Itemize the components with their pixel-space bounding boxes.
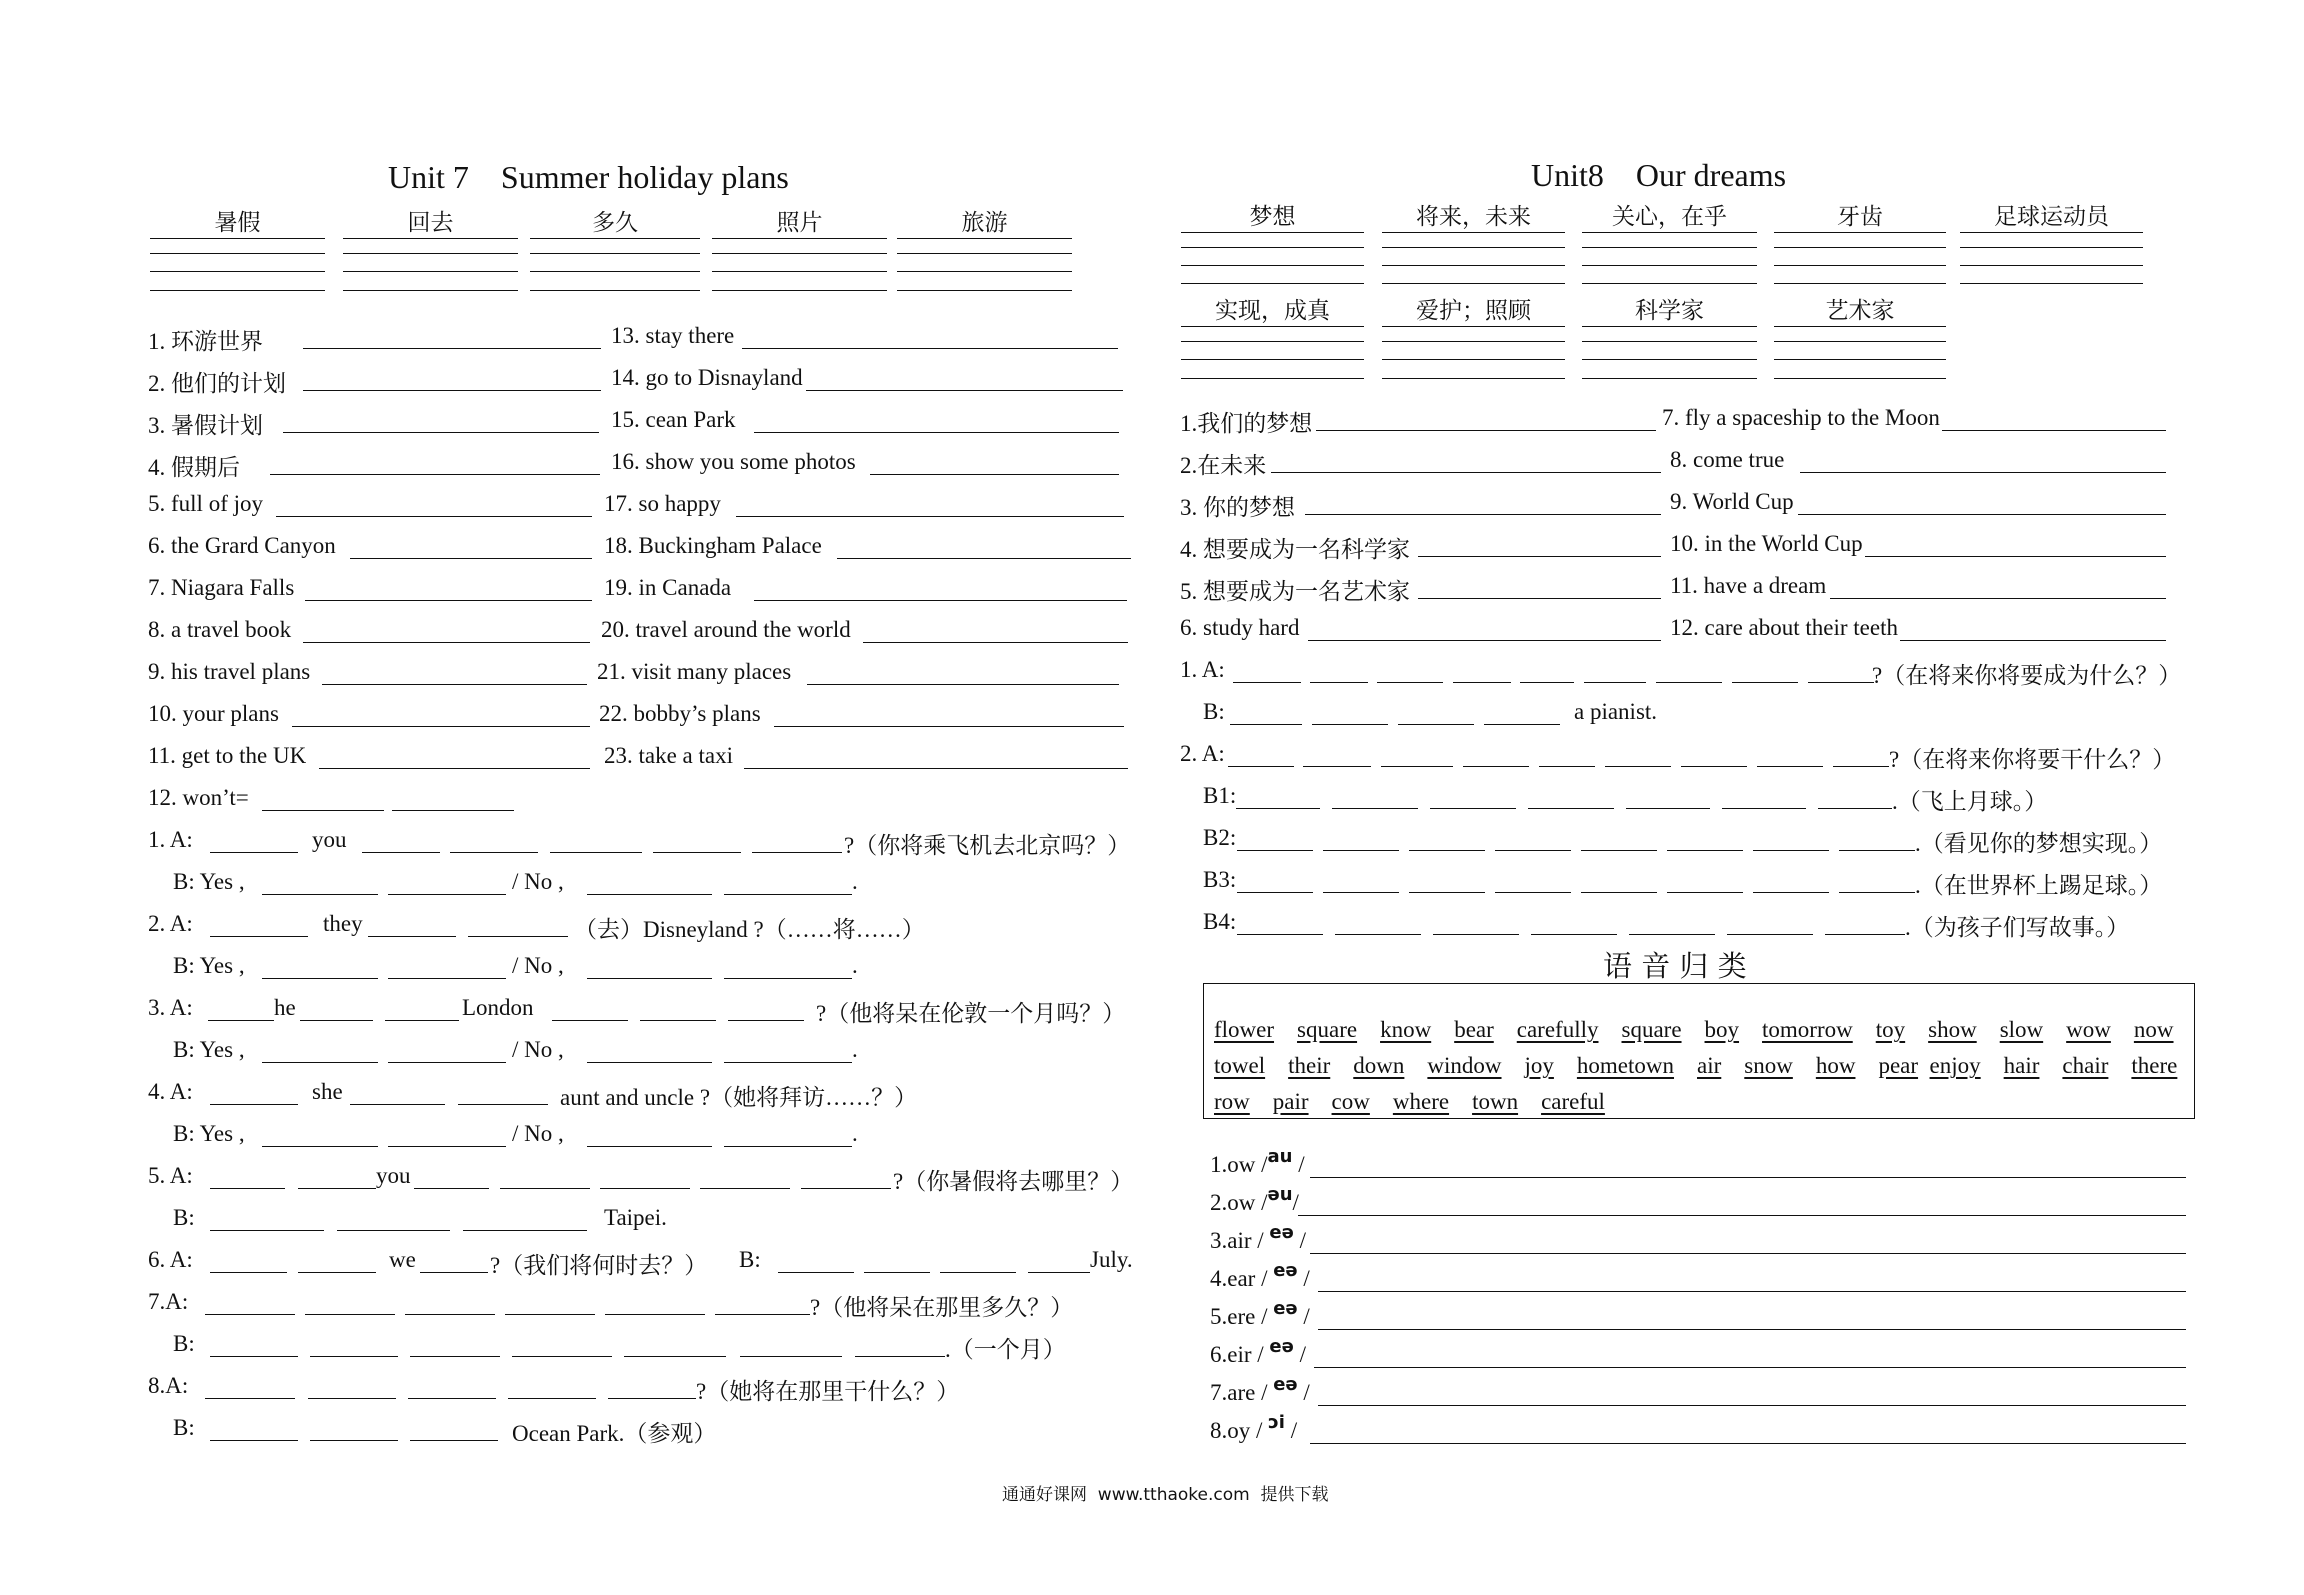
blank[interactable] [1236, 808, 1320, 809]
u7-answer-line[interactable] [303, 390, 601, 391]
u7-q7-a: 7.A: [148, 1289, 189, 1314]
blank[interactable] [410, 1440, 498, 1441]
u8-answer-line[interactable] [1830, 598, 2166, 599]
u7-answer-line[interactable] [754, 600, 1127, 601]
blank[interactable] [458, 1104, 548, 1105]
u8-b1: B1: [1203, 783, 1237, 808]
u8-word-8: 科学家 [1635, 298, 1704, 323]
blank[interactable] [715, 1314, 810, 1315]
u8-answer-line[interactable] [1800, 472, 2166, 473]
u7-q7-b: B: [173, 1331, 195, 1356]
blank[interactable] [262, 978, 378, 979]
blank[interactable] [1732, 682, 1798, 683]
u7-q1-you: you [312, 827, 347, 852]
blank[interactable] [505, 1314, 595, 1315]
blank[interactable] [208, 1020, 274, 1021]
u7-q8-b: B: [173, 1415, 195, 1440]
u7-q6-hint: ?（我们将何时去？） [490, 1253, 708, 1278]
u8-answer-line[interactable] [1305, 514, 1661, 515]
blank[interactable] [1228, 766, 1294, 767]
blank[interactable] [1433, 934, 1519, 935]
blank[interactable] [778, 1272, 854, 1273]
u8-phrase-1: 1.我们的梦想 [1180, 411, 1313, 436]
u8-phrase-11: 11. have a dream [1670, 573, 1827, 598]
u8-word-3: 关心，在乎 [1612, 204, 1727, 229]
u8-word-6: 实现，成真 [1215, 298, 1330, 323]
blank[interactable] [1833, 766, 1889, 767]
u7-q3-london: London [462, 995, 534, 1020]
u8-q2-a: 2. A: [1180, 741, 1225, 766]
blank[interactable] [1584, 682, 1646, 683]
blank[interactable] [210, 852, 298, 853]
blank[interactable] [605, 1314, 705, 1315]
blank[interactable] [1520, 682, 1574, 683]
u8-phrase-8: 8. come true [1670, 447, 1785, 472]
u8-q1-b: B: [1203, 699, 1225, 724]
blank[interactable] [1312, 724, 1388, 725]
blank[interactable] [1453, 682, 1511, 683]
u7-answer-line[interactable] [303, 348, 601, 349]
u8-q1-hint: ?（在将来你将要成为什么？） [1872, 663, 2182, 688]
blank[interactable] [1310, 682, 1368, 683]
u7-phrase-2: 2. 他们的计划 [148, 371, 286, 396]
blank[interactable] [210, 1188, 285, 1189]
phonics-7: 7.are / $^{eə}$ / [1210, 1374, 1310, 1405]
u7-answer-line[interactable] [276, 516, 592, 517]
blank[interactable] [388, 1062, 506, 1063]
blank[interactable] [350, 1104, 445, 1105]
sound-title: 语 音 归 类 [1603, 949, 1747, 983]
u8-answer-line[interactable] [1418, 598, 1661, 599]
u8-phrase-2: 2.在未来 [1180, 453, 1267, 478]
u7-phrase-15: 15. cean Park [611, 407, 736, 432]
blank[interactable] [724, 978, 852, 979]
u8-phrase-5: 5. 想要成为一名艺术家 [1180, 579, 1410, 604]
blank[interactable] [1028, 1272, 1090, 1273]
blank[interactable] [512, 1356, 612, 1357]
blank[interactable] [1237, 892, 1313, 893]
phonics-answer-line[interactable] [1318, 1405, 2186, 1406]
blank[interactable] [552, 1020, 628, 1021]
u8-phrase-6: 6. study hard [1180, 615, 1300, 640]
blank[interactable] [1722, 808, 1806, 809]
u7-q6-we: we [389, 1247, 416, 1272]
u7-q4-hint: aunt and uncle ?（她将拜访……？） [560, 1085, 918, 1110]
u7-q2-hint: （去）Disneyland ?（……将……） [574, 917, 925, 942]
u8-answer-line[interactable] [1308, 640, 1661, 641]
u8-word-2: 将来，未来 [1416, 204, 1531, 229]
u7-phrase-23: 23. take a taxi [604, 743, 734, 768]
u7-answer-line[interactable] [774, 726, 1124, 727]
blank[interactable] [1430, 808, 1516, 809]
u8-b3-hint: .（在世界杯上踢足球。） [1915, 873, 2163, 898]
blank[interactable] [308, 1398, 396, 1399]
blank[interactable] [587, 1146, 712, 1147]
u7-word-1: 暑假 [214, 210, 261, 235]
u7-answer-line[interactable] [319, 768, 590, 769]
u7-q6-b: B: [739, 1247, 761, 1272]
u8-phrase-12: 12. care about their teeth [1670, 615, 1898, 640]
u7-phrase-20: 20. travel around the world [601, 617, 851, 642]
u7-phrase-10: 10. your plans [148, 701, 279, 726]
u8-answer-line[interactable] [1271, 472, 1661, 473]
u7-q6-a: 6. A: [148, 1247, 193, 1272]
u7-word-2: 回去 [407, 210, 454, 235]
blank[interactable] [1839, 892, 1915, 893]
phonics-5: 5.ere / $^{eə}$ / [1210, 1298, 1310, 1329]
blank[interactable] [410, 1356, 500, 1357]
blank[interactable] [1332, 808, 1418, 809]
blank[interactable] [624, 1356, 726, 1357]
blank[interactable] [205, 1398, 295, 1399]
phonics-answer-line[interactable] [1310, 1253, 2186, 1254]
u7-q8-hint: ?（她将在那里干什么？） [696, 1379, 960, 1404]
phonics-answer-line[interactable] [1310, 1443, 2186, 1444]
u8-b2: B2: [1203, 825, 1237, 850]
u7-answer-line[interactable] [736, 516, 1124, 517]
blank[interactable] [385, 1020, 459, 1021]
phonics-1: 1.ow /$^{au}$ / [1210, 1146, 1305, 1177]
blank[interactable] [388, 894, 506, 895]
blank[interactable] [855, 1356, 945, 1357]
u8-phrase-4: 4. 想要成为一名科学家 [1180, 537, 1410, 562]
blank[interactable] [1667, 892, 1743, 893]
u8-q1-a: 1. A: [1180, 657, 1225, 682]
blank[interactable] [600, 1188, 690, 1189]
u7-q7-hint: ?（他将呆在那里多久？） [810, 1295, 1074, 1320]
u7-q1-no: / No , [512, 869, 564, 894]
blank[interactable] [1808, 682, 1874, 683]
u7-answer-line[interactable] [744, 768, 1128, 769]
blank[interactable] [940, 1272, 1016, 1273]
phonics-4: 4.ear / $^{eə}$ / [1210, 1260, 1310, 1291]
blank[interactable] [210, 1104, 298, 1105]
u7-phrase-13: 13. stay there [611, 323, 735, 348]
blank[interactable] [298, 1188, 376, 1189]
blank[interactable] [205, 1314, 295, 1315]
blank[interactable] [752, 852, 842, 853]
blank[interactable] [724, 1146, 852, 1147]
u8-word-9: 艺术家 [1825, 298, 1895, 323]
u7-q5-you: you [376, 1163, 411, 1188]
u7-phrase-14: 14. go to Disnayland [611, 365, 803, 390]
u7-q2-a: 2. A: [148, 911, 193, 936]
blank[interactable] [1381, 766, 1453, 767]
blank[interactable] [1839, 850, 1915, 851]
u8-word-7: 爱护；照顾 [1416, 298, 1531, 323]
blank[interactable] [262, 1146, 378, 1147]
blank[interactable] [388, 1146, 506, 1147]
blank[interactable] [587, 894, 712, 895]
u7-answer-line[interactable] [392, 810, 514, 811]
blank[interactable] [463, 1230, 587, 1231]
blank[interactable] [262, 1062, 378, 1063]
u7-phrase-18: 18. Buckingham Palace [604, 533, 822, 558]
u7-phrase-1: 1. 环游世界 [148, 329, 263, 354]
blank[interactable] [1528, 808, 1614, 809]
phonics-3: 3.air / $^{eə}$ / [1210, 1222, 1306, 1253]
u7-phrase-6: 6. the Grard Canyon [148, 533, 336, 558]
blank[interactable] [1303, 766, 1371, 767]
phonics-answer-line[interactable] [1314, 1367, 2186, 1368]
u7-q4-b: B: Yes , [173, 1121, 245, 1146]
u8-b4: B4: [1203, 909, 1237, 934]
blank[interactable] [310, 1356, 398, 1357]
u7-q8-ocean: Ocean Park.（参观） [512, 1421, 717, 1446]
blank[interactable] [210, 936, 308, 937]
u7-q5-a: 5. A: [148, 1163, 193, 1188]
blank[interactable] [262, 894, 378, 895]
u7-answer-line[interactable] [742, 348, 1118, 349]
blank[interactable] [550, 852, 642, 853]
blank[interactable] [1818, 808, 1892, 809]
blank[interactable] [1495, 850, 1571, 851]
sound-row-2: towel their down window joy hometown air snow how pear enjoy hair chair there [1214, 1053, 2178, 1078]
u7-phrase-9: 9. his travel plans [148, 659, 311, 684]
blank[interactable] [640, 1020, 716, 1021]
blank[interactable] [405, 1314, 495, 1315]
sound-row-3: row pair cow where town careful [1214, 1089, 1605, 1114]
blank[interactable] [1495, 892, 1571, 893]
blank[interactable] [368, 936, 456, 937]
u7-q3-hint: ?（他将呆在伦敦一个月吗？） [816, 1001, 1126, 1026]
blank[interactable] [724, 1062, 852, 1063]
blank[interactable] [1727, 934, 1813, 935]
u7-q3-no: / No , [512, 1037, 564, 1062]
blank[interactable] [300, 1020, 373, 1021]
u7-q2-no: / No , [512, 953, 564, 978]
blank[interactable] [653, 852, 741, 853]
u7-answer-line[interactable] [807, 684, 1119, 685]
blank[interactable] [1753, 850, 1829, 851]
u7-answer-line[interactable] [754, 432, 1119, 433]
u7-word-4: 照片 [776, 210, 823, 235]
blank[interactable] [1531, 934, 1617, 935]
blank[interactable] [1323, 892, 1399, 893]
phonics-6: 6.eir / $^{eə}$ / [1210, 1336, 1306, 1367]
blank[interactable] [587, 978, 712, 979]
u8-phrase-7: 7. fly a spaceship to the Moon [1662, 405, 1940, 430]
u8-q2-hint: ?（在将来你将要干什么？） [1889, 747, 2176, 772]
blank[interactable] [508, 1398, 596, 1399]
u7-phrase-7: 7. Niagara Falls [148, 575, 295, 600]
blank[interactable] [864, 1272, 930, 1273]
u8-answer-line[interactable] [1942, 430, 2166, 431]
u7-answer-line[interactable] [292, 726, 590, 727]
blank[interactable] [1825, 934, 1905, 935]
blank[interactable] [1377, 682, 1443, 683]
u8-b4-hint: .（为孩子们写故事。） [1905, 915, 2130, 940]
blank[interactable] [1323, 850, 1399, 851]
u8-word-4: 牙齿 [1837, 204, 1883, 229]
unit7-title: Unit 7 Summer holiday plans [388, 159, 789, 195]
u7-q7-hint2: .（一个月） [945, 1337, 1066, 1362]
blank[interactable] [500, 1188, 590, 1189]
phonics-answer-line[interactable] [1310, 1177, 2186, 1178]
blank[interactable] [1581, 850, 1657, 851]
u7-q8-a: 8.A: [148, 1373, 189, 1398]
blank[interactable] [408, 1398, 496, 1399]
blank[interactable] [587, 1062, 712, 1063]
blank[interactable] [1753, 892, 1829, 893]
blank[interactable] [728, 1020, 804, 1021]
u7-answer-line[interactable] [837, 558, 1131, 559]
u7-answer-line[interactable] [863, 642, 1128, 643]
u7-phrase-17: 17. so happy [604, 491, 721, 516]
u7-q1-hint: ?（你将乘飞机去北京吗？） [844, 833, 1131, 858]
blank[interactable] [1237, 934, 1323, 935]
u7-answer-line[interactable] [806, 390, 1123, 391]
blank[interactable] [1398, 724, 1474, 725]
blank[interactable] [337, 1230, 450, 1231]
u8-word-5: 足球运动员 [1994, 204, 2109, 229]
phonics-answer-line[interactable] [1318, 1291, 2186, 1292]
u7-phrase-16: 16. show you some photos [611, 449, 856, 474]
u7-phrase-19: 19. in Canada [604, 575, 732, 600]
u7-answer-line[interactable] [283, 432, 599, 433]
u7-phrase-21: 21. visit many places [597, 659, 792, 684]
blank[interactable] [362, 852, 440, 853]
blank[interactable] [210, 1230, 324, 1231]
u7-q2-b: B: Yes , [173, 953, 245, 978]
blank[interactable] [1656, 682, 1722, 683]
blank[interactable] [1233, 682, 1301, 683]
blank[interactable] [1605, 766, 1671, 767]
blank[interactable] [801, 1188, 891, 1189]
phonics-answer-line[interactable] [1318, 1329, 2186, 1330]
blank[interactable] [450, 852, 538, 853]
u8-answer-line[interactable] [1865, 556, 2166, 557]
blank[interactable] [1681, 766, 1747, 767]
blank[interactable] [388, 978, 506, 979]
blank[interactable] [310, 1440, 398, 1441]
u7-word-5: 旅游 [961, 210, 1008, 235]
blank[interactable] [210, 1272, 287, 1273]
u8-q1-pianist: a pianist. [1574, 699, 1658, 724]
blank[interactable] [305, 1314, 395, 1315]
blank[interactable] [210, 1356, 298, 1357]
phonics-8: 8.oy / $^{ɔi}$ / [1210, 1412, 1298, 1443]
u7-q3-b: B: Yes , [173, 1037, 245, 1062]
u8-answer-line[interactable] [1418, 556, 1661, 557]
u7-answer-line[interactable] [270, 474, 600, 475]
u7-q2-they: they [323, 911, 363, 936]
blank[interactable] [1626, 808, 1710, 809]
u7-q3-he: he [274, 995, 296, 1020]
u7-q5-b: B: [173, 1205, 195, 1230]
blank[interactable] [1484, 724, 1560, 725]
unit8-title: Unit8 Our dreams [1531, 157, 1787, 193]
u8-b2-hint: .（看见你的梦想实现。） [1915, 831, 2163, 856]
blank[interactable] [1237, 850, 1313, 851]
u7-phrase-12: 12. won’t= [148, 785, 249, 810]
sound-row-1: flower square know bear carefully square boy tomorrow toy show slow wow now [1214, 1017, 2174, 1042]
blank[interactable] [468, 936, 568, 937]
blank[interactable] [1230, 724, 1302, 725]
blank[interactable] [1539, 766, 1595, 767]
u7-phrase-8: 8. a travel book [148, 617, 292, 642]
blank[interactable] [1409, 892, 1485, 893]
u7-q5-taipei: Taipei. [604, 1205, 667, 1230]
u7-q1-a: 1. A: [148, 827, 193, 852]
u7-phrase-22: 22. bobby’s plans [599, 701, 761, 726]
u8-phrase-3: 3. 你的梦想 [1180, 495, 1295, 520]
u7-phrase-5: 5. full of joy [148, 491, 263, 516]
u7-answer-line[interactable] [305, 600, 592, 601]
u8-answer-line[interactable] [1798, 514, 2166, 515]
u7-phrase-4: 4. 假期后 [148, 455, 240, 480]
footer: 通通好课网 www.tthaoke.com 提供下载 [1002, 1485, 1329, 1505]
u7-phrase-3: 3. 暑假计划 [148, 413, 263, 438]
blank[interactable] [1629, 934, 1715, 935]
blank[interactable] [608, 1398, 696, 1399]
u8-b1-hint: .（飞上月球。） [1892, 789, 2048, 814]
blank[interactable] [210, 1440, 298, 1441]
blank[interactable] [1463, 766, 1529, 767]
u8-answer-line[interactable] [1316, 430, 1656, 431]
blank[interactable] [1409, 850, 1485, 851]
u7-q5-hint: ?（你暑假将去哪里？） [893, 1169, 1134, 1194]
phonics-2: 2.ow /$^{əu}$/ [1210, 1184, 1299, 1215]
blank[interactable] [740, 1356, 842, 1357]
u7-q4-a: 4. A: [148, 1079, 193, 1104]
blank[interactable] [1667, 850, 1743, 851]
u8-phrase-10: 10. in the World Cup [1670, 531, 1863, 556]
blank[interactable] [298, 1272, 376, 1273]
blank[interactable] [420, 1272, 488, 1273]
blank[interactable] [700, 1188, 790, 1189]
u7-answer-line[interactable] [350, 558, 592, 559]
u8-phrase-9: 9. World Cup [1670, 489, 1794, 514]
u7-q4-she: she [312, 1079, 343, 1104]
u7-word-3: 多久 [592, 210, 638, 235]
u7-q3-a: 3. A: [148, 995, 193, 1020]
u8-answer-line[interactable] [1900, 640, 2166, 641]
u7-answer-line[interactable] [303, 642, 590, 643]
u7-answer-line[interactable] [262, 810, 384, 811]
blank[interactable] [1581, 892, 1657, 893]
u8-word-1: 梦想 [1249, 204, 1296, 229]
blank[interactable] [1335, 934, 1421, 935]
u7-q1-b: B: Yes , [173, 869, 245, 894]
blank[interactable] [414, 1188, 489, 1189]
blank[interactable] [724, 894, 852, 895]
u7-q4-no: / No , [512, 1121, 564, 1146]
u7-answer-line[interactable] [322, 684, 587, 685]
u7-answer-line[interactable] [870, 474, 1119, 475]
u8-b3: B3: [1203, 867, 1237, 892]
u7-phrase-11: 11. get to the UK [148, 743, 307, 768]
u7-q6-july: July. [1090, 1247, 1133, 1272]
blank[interactable] [1757, 766, 1823, 767]
phonics-answer-line[interactable] [1298, 1215, 2186, 1216]
